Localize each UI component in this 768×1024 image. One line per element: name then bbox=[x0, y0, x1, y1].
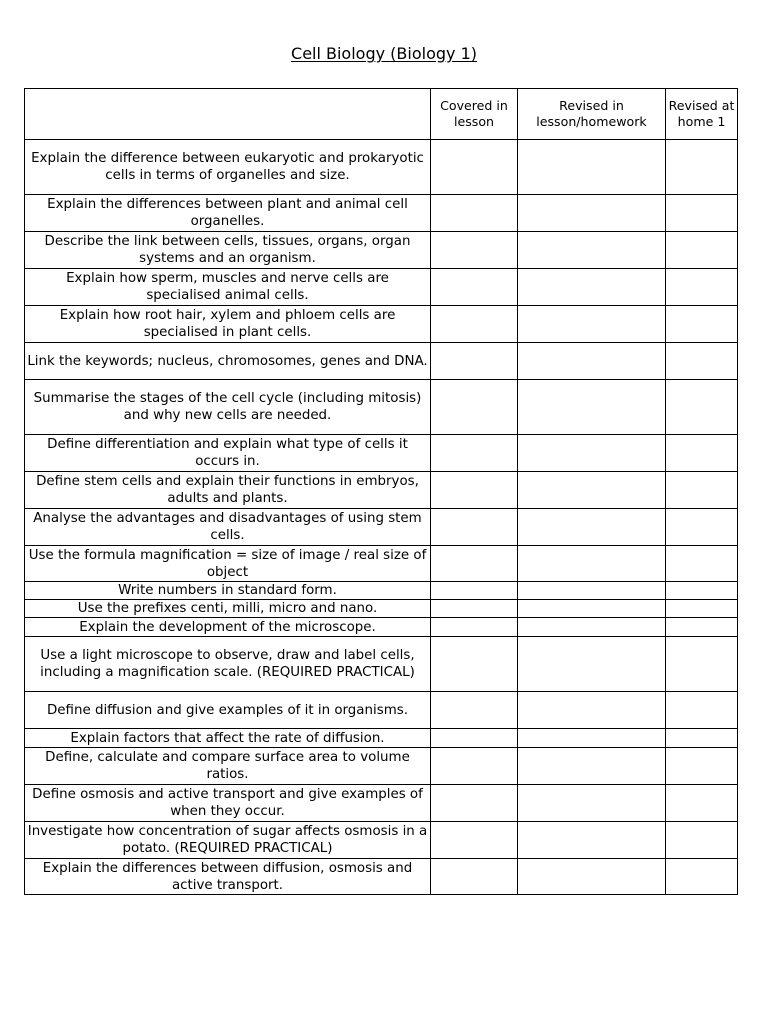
revised-at-home-cell[interactable] bbox=[666, 618, 738, 637]
revised-at-home-cell[interactable] bbox=[666, 600, 738, 618]
covered-in-lesson-cell[interactable] bbox=[431, 822, 518, 859]
table-row bbox=[25, 232, 738, 269]
topic-cell: Use the formula magnification = size of image / real size of object bbox=[25, 546, 431, 582]
table-row bbox=[25, 435, 738, 472]
revised-in-lesson-homework-cell[interactable] bbox=[518, 435, 666, 472]
revised-in-lesson-homework-cell[interactable] bbox=[518, 140, 666, 195]
covered-in-lesson-cell[interactable] bbox=[431, 600, 518, 618]
topic-cell: Explain how root hair, xylem and phloem cells are specialised in plant cells. bbox=[25, 306, 431, 343]
revised-at-home-cell[interactable] bbox=[666, 729, 738, 748]
revision-checklist-table bbox=[24, 88, 738, 895]
topic-cell: Analyse the advantages and disadvantages of using stem cells. bbox=[25, 509, 431, 546]
topic-cell: Use a light microscope to observe, draw and label cells, including a magnification scale. (REQUIRED PRACTICAL) bbox=[25, 637, 431, 692]
header-row bbox=[25, 89, 738, 140]
revised-in-lesson-homework-cell[interactable] bbox=[518, 618, 666, 637]
table-row bbox=[25, 785, 738, 822]
topic-cell: Explain the difference between eukaryotic and prokaryotic cells in terms of organelles and size. bbox=[25, 140, 431, 195]
revised-at-home-cell[interactable] bbox=[666, 748, 738, 785]
revised-in-lesson-homework-cell[interactable] bbox=[518, 472, 666, 509]
header-revised-at-home: Revised at home 1 bbox=[666, 89, 738, 140]
topic-cell: Explain factors that affect the rate of diffusion. bbox=[25, 729, 431, 748]
covered-in-lesson-cell[interactable] bbox=[431, 785, 518, 822]
revised-in-lesson-homework-cell[interactable] bbox=[518, 195, 666, 232]
table-row bbox=[25, 859, 738, 895]
page-title: Cell Biology (Biology 1) bbox=[291, 44, 477, 63]
revised-in-lesson-homework-cell[interactable] bbox=[518, 600, 666, 618]
table-row bbox=[25, 582, 738, 600]
covered-in-lesson-cell[interactable] bbox=[431, 748, 518, 785]
covered-in-lesson-cell[interactable] bbox=[431, 306, 518, 343]
revised-at-home-cell[interactable] bbox=[666, 822, 738, 859]
covered-in-lesson-cell[interactable] bbox=[431, 435, 518, 472]
revised-in-lesson-homework-cell[interactable] bbox=[518, 822, 666, 859]
covered-in-lesson-cell[interactable] bbox=[431, 140, 518, 195]
covered-in-lesson-cell[interactable] bbox=[431, 269, 518, 306]
covered-in-lesson-cell[interactable] bbox=[431, 582, 518, 600]
table-row bbox=[25, 509, 738, 546]
topic-cell: Explain the differences between diffusion, osmosis and active transport. bbox=[25, 859, 431, 895]
revised-in-lesson-homework-cell[interactable] bbox=[518, 637, 666, 692]
revised-at-home-cell[interactable] bbox=[666, 269, 738, 306]
topic-cell: Summarise the stages of the cell cycle (including mitosis) and why new cells are needed. bbox=[25, 380, 431, 435]
revised-at-home-cell[interactable] bbox=[666, 140, 738, 195]
revised-in-lesson-homework-cell[interactable] bbox=[518, 582, 666, 600]
revised-in-lesson-homework-cell[interactable] bbox=[518, 269, 666, 306]
covered-in-lesson-cell[interactable] bbox=[431, 546, 518, 582]
covered-in-lesson-cell[interactable] bbox=[431, 232, 518, 269]
revised-at-home-cell[interactable] bbox=[666, 637, 738, 692]
table-row bbox=[25, 822, 738, 859]
revised-at-home-cell[interactable] bbox=[666, 380, 738, 435]
header-topic bbox=[25, 89, 431, 140]
revised-in-lesson-homework-cell[interactable] bbox=[518, 546, 666, 582]
revised-at-home-cell[interactable] bbox=[666, 859, 738, 895]
revised-at-home-cell[interactable] bbox=[666, 582, 738, 600]
revised-at-home-cell[interactable] bbox=[666, 435, 738, 472]
revised-in-lesson-homework-cell[interactable] bbox=[518, 692, 666, 729]
revised-in-lesson-homework-cell[interactable] bbox=[518, 306, 666, 343]
table-row bbox=[25, 546, 738, 582]
table-row bbox=[25, 692, 738, 729]
revised-in-lesson-homework-cell[interactable] bbox=[518, 232, 666, 269]
revised-in-lesson-homework-cell[interactable] bbox=[518, 380, 666, 435]
table-row bbox=[25, 748, 738, 785]
covered-in-lesson-cell[interactable] bbox=[431, 472, 518, 509]
topic-cell: Define stem cells and explain their functions in embryos, adults and plants. bbox=[25, 472, 431, 509]
covered-in-lesson-cell[interactable] bbox=[431, 637, 518, 692]
table-row bbox=[25, 618, 738, 637]
covered-in-lesson-cell[interactable] bbox=[431, 692, 518, 729]
covered-in-lesson-cell[interactable] bbox=[431, 618, 518, 637]
revised-at-home-cell[interactable] bbox=[666, 785, 738, 822]
revised-at-home-cell[interactable] bbox=[666, 509, 738, 546]
revised-at-home-cell[interactable] bbox=[666, 343, 738, 380]
revised-in-lesson-homework-cell[interactable] bbox=[518, 509, 666, 546]
table-row bbox=[25, 343, 738, 380]
covered-in-lesson-cell[interactable] bbox=[431, 509, 518, 546]
revised-at-home-cell[interactable] bbox=[666, 692, 738, 729]
covered-in-lesson-cell[interactable] bbox=[431, 859, 518, 895]
revised-at-home-cell[interactable] bbox=[666, 472, 738, 509]
revised-at-home-cell[interactable] bbox=[666, 195, 738, 232]
table-row bbox=[25, 637, 738, 692]
topic-cell: Use the prefixes centi, milli, micro and nano. bbox=[25, 600, 431, 618]
revised-at-home-cell[interactable] bbox=[666, 546, 738, 582]
topic-cell: Explain the differences between plant and animal cell organelles. bbox=[25, 195, 431, 232]
topic-cell: Define differentiation and explain what type of cells it occurs in. bbox=[25, 435, 431, 472]
revised-in-lesson-homework-cell[interactable] bbox=[518, 859, 666, 895]
topic-cell: Investigate how concentration of sugar affects osmosis in a potato. (REQUIRED PRACTICAL) bbox=[25, 822, 431, 859]
table-row bbox=[25, 269, 738, 306]
topic-cell: Describe the link between cells, tissues, organs, organ systems and an organism. bbox=[25, 232, 431, 269]
table-row bbox=[25, 140, 738, 195]
revised-in-lesson-homework-cell[interactable] bbox=[518, 343, 666, 380]
covered-in-lesson-cell[interactable] bbox=[431, 343, 518, 380]
topic-cell: Write numbers in standard form. bbox=[25, 582, 431, 600]
revised-at-home-cell[interactable] bbox=[666, 232, 738, 269]
revised-in-lesson-homework-cell[interactable] bbox=[518, 729, 666, 748]
revised-in-lesson-homework-cell[interactable] bbox=[518, 785, 666, 822]
covered-in-lesson-cell[interactable] bbox=[431, 729, 518, 748]
checklist-body bbox=[25, 140, 738, 895]
table-row bbox=[25, 380, 738, 435]
topic-cell: Link the keywords; nucleus, chromosomes, genes and DNA. bbox=[25, 343, 431, 380]
covered-in-lesson-cell[interactable] bbox=[431, 195, 518, 232]
table-row bbox=[25, 195, 738, 232]
table-row bbox=[25, 306, 738, 343]
table-row bbox=[25, 729, 738, 748]
covered-in-lesson-cell[interactable] bbox=[431, 380, 518, 435]
table-row bbox=[25, 600, 738, 618]
header-revised-in-lesson-homework: Revised in lesson/homework bbox=[518, 89, 666, 140]
table-row bbox=[25, 472, 738, 509]
header-covered-in-lesson: Covered in lesson bbox=[431, 89, 518, 140]
revised-in-lesson-homework-cell[interactable] bbox=[518, 748, 666, 785]
topic-cell: Explain how sperm, muscles and nerve cells are specialised animal cells. bbox=[25, 269, 431, 306]
revised-at-home-cell[interactable] bbox=[666, 306, 738, 343]
topic-cell: Explain the development of the microscope. bbox=[25, 618, 431, 637]
topic-cell: Define osmosis and active transport and give examples of when they occur. bbox=[25, 785, 431, 822]
topic-cell: Define diffusion and give examples of it in organisms. bbox=[25, 692, 431, 729]
topic-cell: Define, calculate and compare surface area to volume ratios. bbox=[25, 748, 431, 785]
